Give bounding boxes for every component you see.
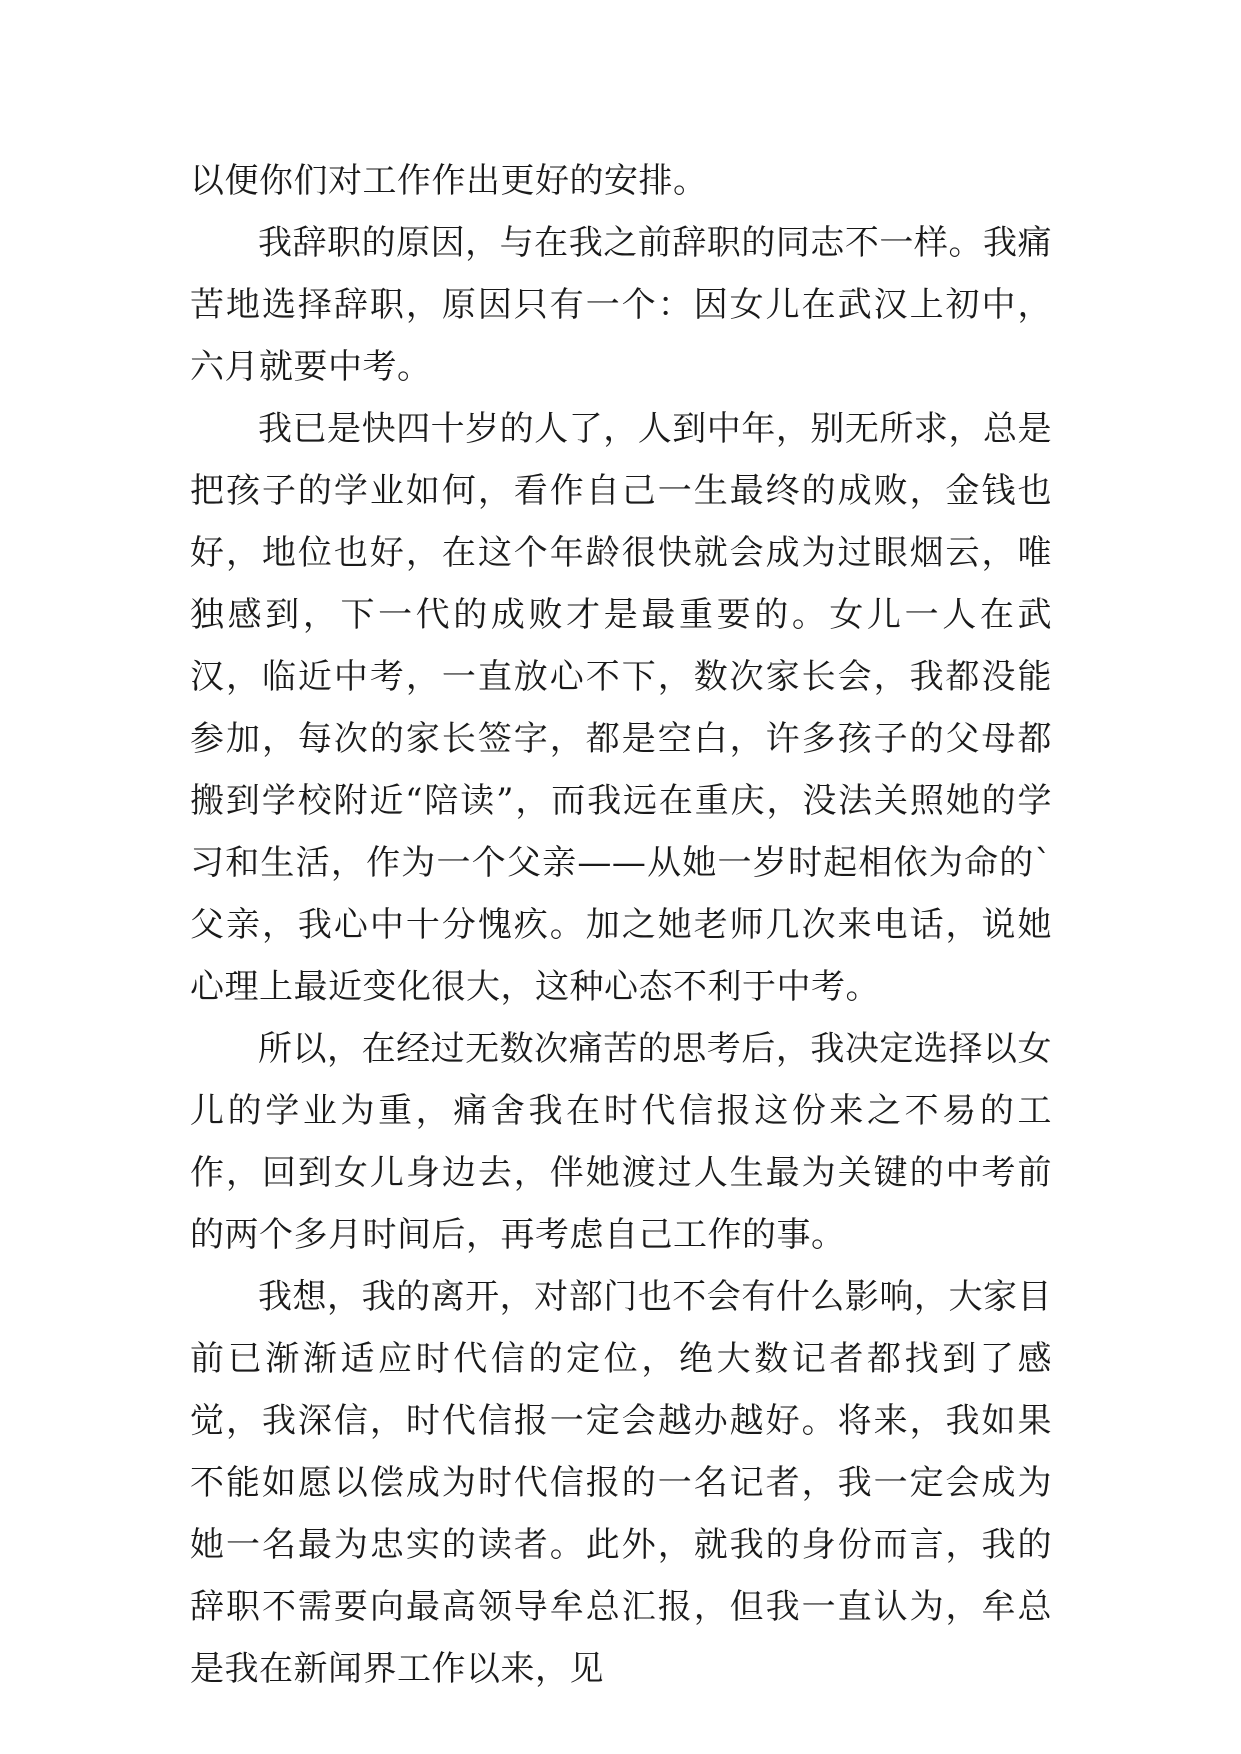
paragraph-2: 我辞职的原因，与在我之前辞职的同志不一样。我痛苦地选择辞职，原因只有一个：因女儿在武汉上初中，六月就要中考。	[190, 223, 1052, 387]
document-body	[190, 150, 1052, 1700]
paragraph-4: 所以，在经过无数次痛苦的思考后，我决定选择以女儿的学业为重，痛舍我在时代信报这份来之不易的工作，回到女儿身边去，伴她渡过人生最为关键的中考前的两个多月时间后，再考虑自己工作的事。	[190, 1029, 1052, 1255]
paragraph-5: 我想，我的离开，对部门也不会有什么影响，大家目前已渐渐适应时代信的定位，绝大数记者都找到了感觉，我深信，时代信报一定会越办越好。将来，我如果不能如愿以偿成为时代信报的一名记者，我一定会成为她一名最为忠实的读者。此外，就我的身份而言，我的辞职不需要向最高领导牟总汇报，但我一直认为，牟总是我在新闻界工作以来，见	[190, 1277, 1052, 1689]
paragraph-1: 以便你们对工作作出更好的安排。	[190, 161, 708, 201]
paragraph-3: 我已是快四十岁的人了，人到中年，别无所求，总是把孩子的学业如何，看作自己一生最终的成败，金钱也好，地位也好，在这个年龄很快就会成为过眼烟云，唯独感到，下一代的成败才是最重要的。女儿一人在武汉，临近中考，一直放心不下，数次家长会，我都没能参加，每次的家长签字，都是空白，许多孩子的父母都搬到学校附近“陪读”，而我远在重庆，没法关照她的学习和生活，作为一个父亲——从她一岁时起相依为命的`父亲，我心中十分愧疚。加之她老师几次来电话，说她心理上最近变化很大，这种心态不利于中考。	[190, 409, 1052, 1007]
